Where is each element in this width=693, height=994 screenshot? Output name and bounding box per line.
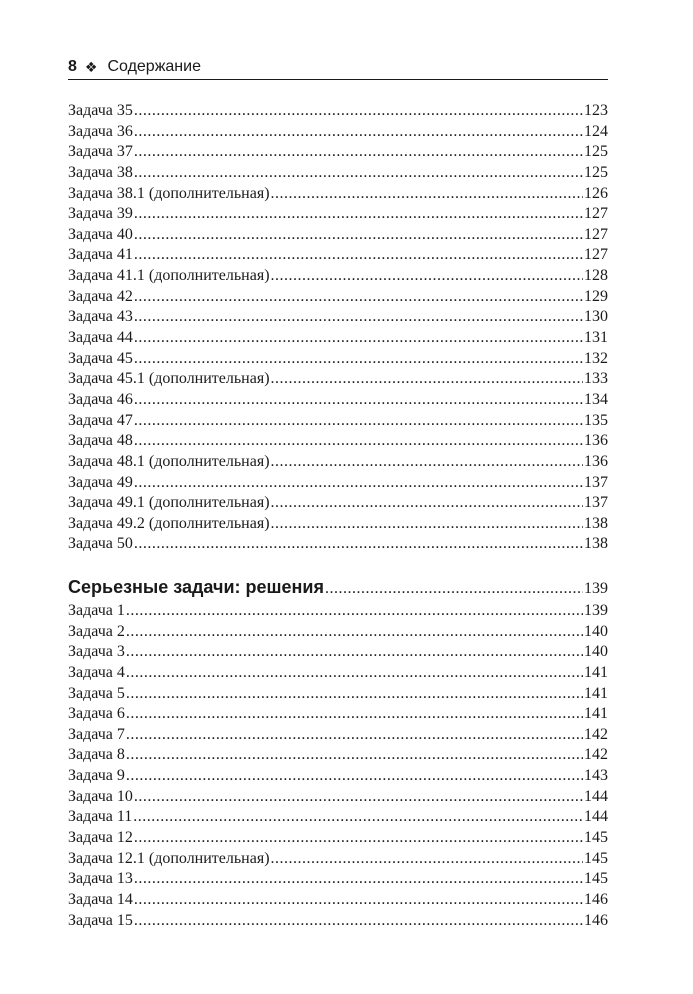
toc-entry[interactable]	[68, 390, 608, 411]
toc-entry-page-number: 145	[584, 870, 608, 888]
dot-leader	[126, 745, 583, 766]
toc-entry-label: Задача 2	[68, 622, 125, 640]
toc-entry-page-number: 137	[584, 473, 608, 491]
dot-leader	[271, 493, 583, 514]
toc-entry-label: Задача 6	[68, 705, 125, 723]
dot-leader	[271, 369, 583, 390]
toc-entry-label: Задача 41.1 (дополнительная)	[68, 267, 270, 285]
dot-leader	[134, 142, 583, 163]
dot-leader	[134, 473, 583, 494]
dot-leader	[271, 266, 583, 287]
dot-leader	[134, 828, 583, 849]
toc-entry-label: Задача 12.1 (дополнительная)	[68, 849, 270, 867]
toc-entry-page-number: 127	[584, 246, 608, 264]
toc-entry-page-number: 131	[584, 329, 608, 347]
toc-entry[interactable]	[68, 663, 608, 684]
dot-leader	[134, 245, 583, 266]
dot-leader	[126, 684, 583, 705]
toc-entry[interactable]	[68, 225, 608, 246]
toc-entry[interactable]	[68, 828, 608, 849]
toc-entry[interactable]	[68, 142, 608, 163]
section-page-number: 139	[584, 580, 608, 597]
toc-entry-label: Задача 37	[68, 143, 133, 161]
toc-entry-page-number: 125	[584, 143, 608, 161]
toc-entry-label: Задача 50	[68, 535, 133, 553]
toc-entry[interactable]	[68, 245, 608, 266]
toc-entry[interactable]	[68, 431, 608, 452]
toc-entry[interactable]	[68, 787, 608, 808]
dot-leader	[126, 642, 583, 663]
toc-entry[interactable]	[68, 122, 608, 143]
section-heading[interactable]	[68, 575, 608, 599]
toc-entry-label: Задача 35	[68, 102, 133, 119]
toc-entry-page-number: 127	[584, 225, 608, 243]
dot-leader	[134, 349, 583, 370]
toc-entry-page-number: 135	[584, 411, 608, 429]
dot-leader	[325, 577, 583, 599]
diamond-ornament-icon: ❖	[84, 58, 98, 75]
toc-entry-label: Задача 12	[68, 829, 133, 847]
dot-leader	[134, 411, 583, 432]
toc-entry-label: Задача 43	[68, 308, 133, 326]
toc-entry-label: Задача 49.1 (дополнительная)	[68, 494, 270, 512]
dot-leader	[271, 849, 583, 870]
toc-entry[interactable]	[68, 745, 608, 766]
toc-entry[interactable]	[68, 452, 608, 473]
section-title: Серьезные задачи: решения	[68, 577, 324, 597]
toc-entry[interactable]	[68, 534, 608, 555]
chapter-title: Содержание	[107, 58, 201, 75]
toc-entry[interactable]	[68, 473, 608, 494]
dot-leader	[126, 704, 583, 725]
toc-entry-page-number: 136	[584, 452, 608, 470]
dot-leader	[271, 514, 583, 535]
toc-entry-label: Задача 7	[68, 725, 125, 743]
toc-entry-page-number: 143	[584, 767, 608, 785]
toc-entry-page-number: 144	[584, 787, 608, 805]
toc-entry-page-number: 141	[584, 705, 608, 723]
dot-leader	[134, 287, 583, 308]
dot-leader	[134, 431, 583, 452]
toc-entry-page-number: 146	[584, 890, 608, 908]
toc-entry-page-number: 146	[584, 911, 608, 929]
dot-leader	[134, 534, 583, 555]
toc-entry-page-number: 140	[584, 643, 608, 661]
toc-entry-label: Задача 47	[68, 411, 133, 429]
toc-entry-label: Задача 48.1 (дополнительная)	[68, 452, 270, 470]
toc-entry[interactable]	[68, 349, 608, 370]
toc-entry-page-number: 138	[584, 514, 608, 532]
dot-leader	[134, 101, 583, 122]
toc-entry-page-number: 129	[584, 287, 608, 305]
running-header	[68, 55, 608, 79]
toc-entry-label: Задача 9	[68, 767, 125, 785]
toc-entry-page-number: 133	[584, 370, 608, 388]
toc-entry[interactable]	[68, 307, 608, 328]
dot-leader	[134, 307, 583, 328]
toc-entry-label: Задача 42	[68, 287, 133, 305]
toc-entry[interactable]	[68, 328, 608, 349]
toc-entry[interactable]	[68, 869, 608, 890]
toc-entry-label: Задача 3	[68, 643, 125, 661]
toc-entry-page-number: 137	[584, 494, 608, 512]
toc-entry[interactable]	[68, 514, 608, 535]
header-rule	[68, 79, 608, 80]
toc-entry[interactable]	[68, 622, 608, 643]
toc-entry[interactable]	[68, 911, 608, 932]
toc-entry-label: Задача 48	[68, 432, 133, 450]
toc-entry-label: Задача 1	[68, 602, 125, 619]
toc-entry-label: Задача 36	[68, 122, 133, 140]
toc-entry-page-number: 123	[584, 102, 608, 119]
dot-leader	[126, 766, 583, 787]
toc-entry-label: Задача 15	[68, 911, 133, 929]
toc-entry[interactable]	[68, 725, 608, 746]
toc-entry-label: Задача 39	[68, 205, 133, 223]
toc-entry-label: Задача 44	[68, 329, 133, 347]
toc-entry[interactable]	[68, 493, 608, 514]
toc-entry-page-number: 130	[584, 308, 608, 326]
toc-entry-page-number: 145	[584, 829, 608, 847]
toc-entry-label: Задача 4	[68, 663, 125, 681]
toc-entry-page-number: 141	[584, 663, 608, 681]
toc-entry-label: Задача 10	[68, 787, 133, 805]
toc-entry-label: Задача 11	[68, 808, 133, 826]
toc-entry[interactable]	[68, 849, 608, 870]
toc-entry[interactable]	[68, 204, 608, 225]
toc-entry[interactable]	[68, 163, 608, 184]
toc-entry[interactable]	[68, 287, 608, 308]
toc-entry-label: Задача 49.2 (дополнительная)	[68, 514, 270, 532]
toc-entry-label: Задача 13	[68, 870, 133, 888]
toc-entry[interactable]	[68, 266, 608, 287]
dot-leader	[134, 328, 583, 349]
toc-entry-page-number: 127	[584, 205, 608, 223]
dot-leader	[134, 911, 583, 932]
toc-entry-page-number: 125	[584, 163, 608, 181]
toc-entry-label: Задача 45	[68, 349, 133, 367]
toc-entry-label: Задача 41	[68, 246, 133, 264]
dot-leader	[134, 787, 583, 808]
toc-entry-label: Задача 40	[68, 225, 133, 243]
toc-entry-page-number: 145	[584, 849, 608, 867]
toc-entry-page-number: 128	[584, 267, 608, 285]
toc-entry[interactable]	[68, 184, 608, 205]
toc-entry[interactable]	[68, 601, 608, 622]
toc-entry-label: Задача 49	[68, 473, 133, 491]
toc-entry-page-number: 126	[584, 184, 608, 202]
dot-leader	[126, 622, 583, 643]
toc-entry-page-number: 124	[584, 122, 608, 140]
dot-leader	[134, 890, 583, 911]
toc-entry-label: Задача 38	[68, 163, 133, 181]
toc-entry[interactable]	[68, 807, 608, 828]
toc-entry[interactable]	[68, 369, 608, 390]
dot-leader	[126, 725, 583, 746]
dot-leader	[134, 163, 583, 184]
toc-entry-page-number: 142	[584, 746, 608, 764]
toc-list-bottom	[68, 601, 608, 931]
toc-entry-page-number: 132	[584, 349, 608, 367]
dot-leader	[126, 663, 583, 684]
toc-entry-page-number: 136	[584, 432, 608, 450]
toc-entry-label: Задача 46	[68, 390, 133, 408]
toc-entry[interactable]	[68, 684, 608, 705]
dot-leader	[134, 869, 583, 890]
toc-entry-label: Задача 14	[68, 890, 133, 908]
toc-entry-label: Задача 8	[68, 746, 125, 764]
toc-entry-page-number: 138	[584, 535, 608, 553]
page-number: 8	[68, 58, 77, 75]
dot-leader	[271, 184, 583, 205]
toc-entry-page-number: 141	[584, 684, 608, 702]
toc-entry-label: Задача 45.1 (дополнительная)	[68, 370, 270, 388]
dot-leader	[134, 225, 583, 246]
dot-leader	[133, 807, 583, 828]
toc-entry[interactable]	[68, 642, 608, 663]
dot-leader	[126, 601, 583, 622]
toc-entry[interactable]	[68, 411, 608, 432]
toc-entry-page-number: 140	[584, 622, 608, 640]
dot-leader	[134, 122, 583, 143]
toc-entry[interactable]	[68, 101, 608, 122]
dot-leader	[134, 390, 583, 411]
toc-entry-label: Задача 38.1 (дополнительная)	[68, 184, 270, 202]
toc-entry-label: Задача 5	[68, 684, 125, 702]
toc-list-top	[68, 101, 608, 555]
toc-entry-page-number: 134	[584, 390, 608, 408]
toc-entry-page-number: 144	[584, 808, 608, 826]
toc-entry[interactable]	[68, 890, 608, 911]
toc-entry-page-number: 139	[584, 602, 608, 619]
toc-entry-page-number: 142	[584, 725, 608, 743]
dot-leader	[134, 204, 583, 225]
dot-leader	[271, 452, 583, 473]
toc-entry[interactable]	[68, 766, 608, 787]
toc-entry[interactable]	[68, 704, 608, 725]
